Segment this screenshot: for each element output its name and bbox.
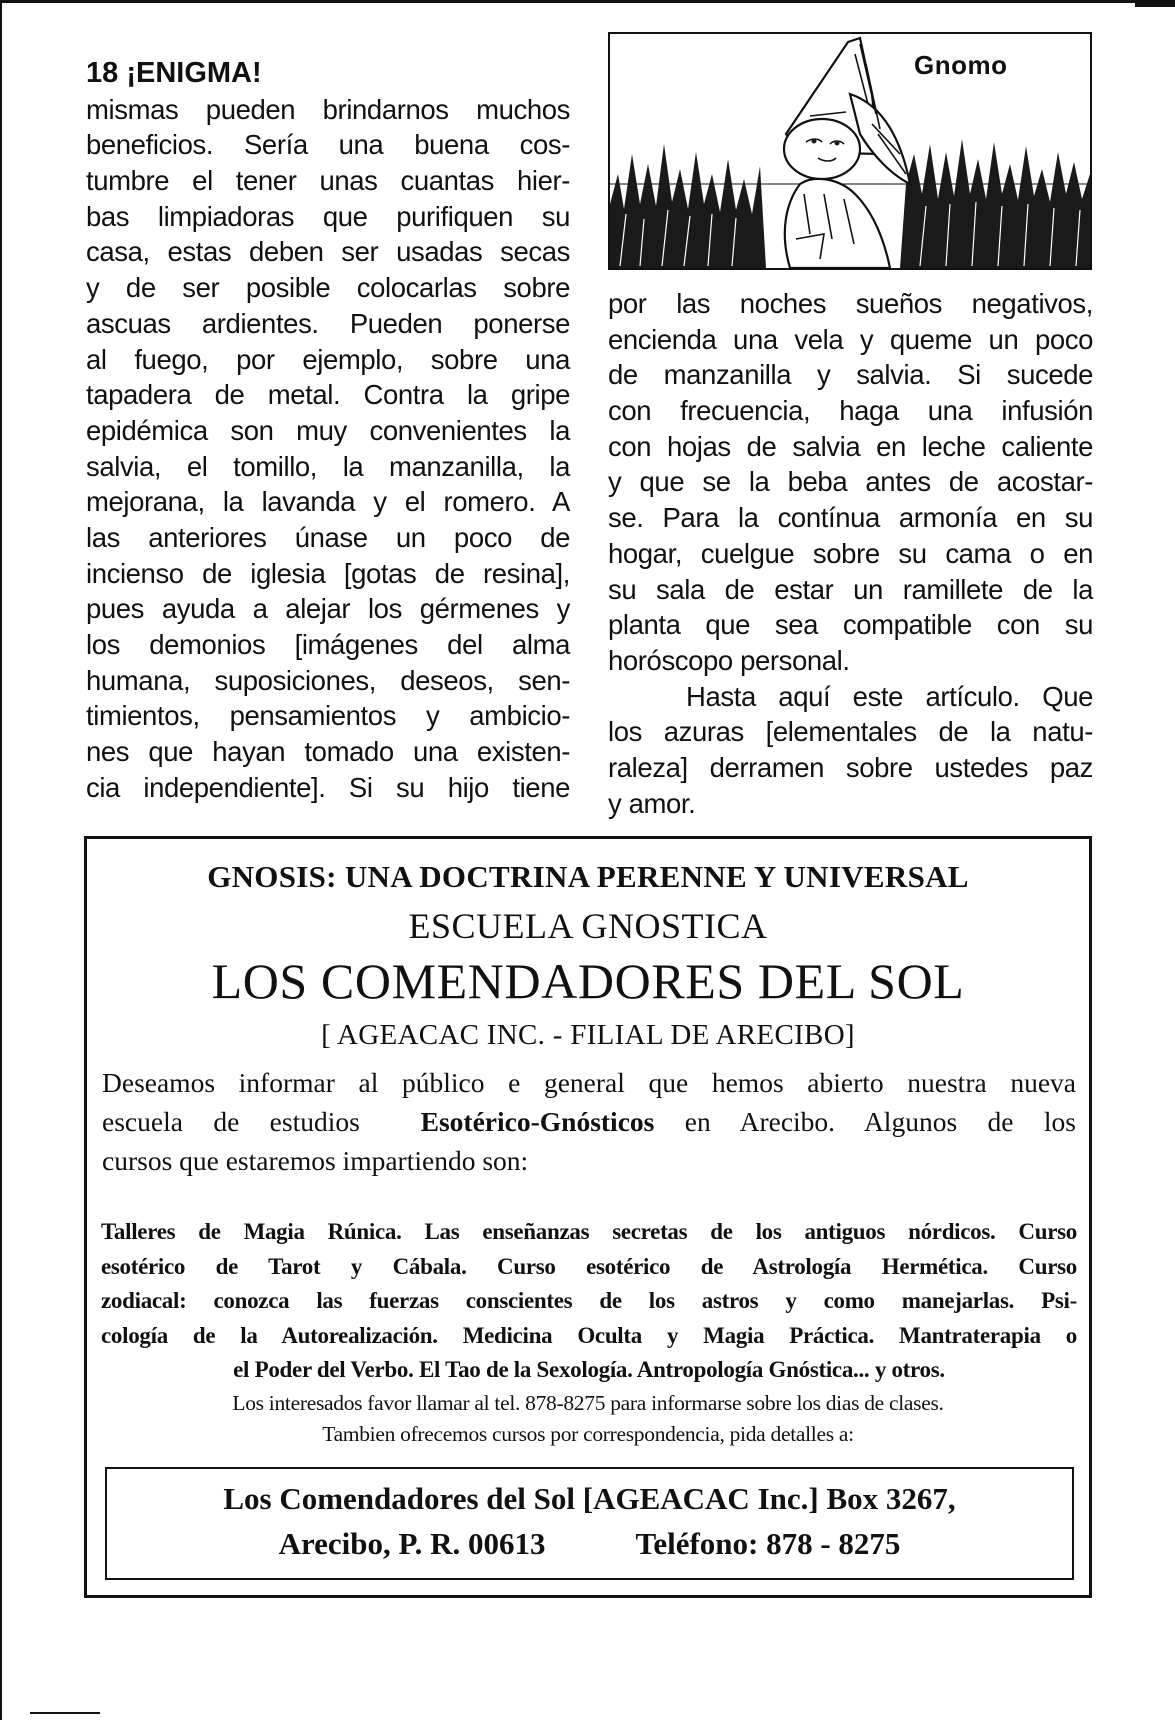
article-line: incienso de iglesia [gotas de resina], xyxy=(86,557,570,589)
article-line: los azuras [elementales de la natu- xyxy=(608,716,1093,748)
advertisement-box xyxy=(84,836,1092,1598)
article-line: beneficios. Sería una buena cos- xyxy=(86,129,570,161)
article-line: se. Para la contínua armonía en su xyxy=(608,502,1093,534)
ad-heading-doctrine: GNOSIS: UNA DOCTRINA PERENNE Y UNIVERSAL xyxy=(207,859,969,894)
ad-correspondence-note: Tambien ofrecemos cursos por correspondencia, pida detalles a: xyxy=(322,1422,854,1446)
article-line: tapadera de metal. Contra la gripe xyxy=(86,379,570,411)
ad-intro-emphasis: Esotérico-Gnósticos xyxy=(420,1106,655,1137)
ad-heading-school: ESCUELA GNOSTICA xyxy=(408,906,768,946)
article-line: mismas pueden brindarnos muchos xyxy=(86,93,570,125)
article-line: con hojas de salvia en leche caliente xyxy=(608,430,1093,462)
ad-heading-name: LOS COMENDADORES DEL SOL xyxy=(211,953,965,1009)
article-line: planta que sea compatible con su xyxy=(608,609,1093,641)
article-line: nes que hayan tomado una existen- xyxy=(86,736,570,768)
article-line: con frecuencia, haga una infusión xyxy=(608,395,1093,427)
ad-course-list xyxy=(101,1215,1077,1388)
article-line: cia independiente]. Si su hijo tiene xyxy=(86,771,570,803)
article-line: humana, suposiciones, deseos, sen- xyxy=(86,664,570,696)
course-line: zodiacal: conozca las fuerzas conscientes de los astros y como manejarlas. Psi- xyxy=(101,1288,1077,1313)
article-line: salvia, el tomillo, la manzanilla, la xyxy=(86,450,570,482)
article-line: raleza] derramen sobre ustedes paz xyxy=(608,751,1093,783)
article-line: al fuego, por ejemplo, sobre una xyxy=(86,343,570,375)
figure-caption: Gnomo xyxy=(914,50,1008,80)
course-line: esotérico de Tarot y Cábala. Curso esotérico de Astrología Hermética. Curso xyxy=(101,1253,1077,1279)
ad-intro-line: Deseamos informar al público e general que hemos abierto nuestra nueva xyxy=(102,1067,1076,1098)
address-phone: Teléfono: 878 - 8275 xyxy=(635,1526,901,1561)
ad-intro-text: escuela de estudios xyxy=(102,1106,360,1137)
ad-heading-branch: [ AGEACAC INC. - FILIAL DE ARECIBO] xyxy=(321,1019,855,1051)
page-left-rule xyxy=(0,0,2,1720)
address-city-phone xyxy=(107,1526,1072,1562)
article-line: encienda una vela y queme un poco xyxy=(608,323,1093,355)
article-line: tumbre el tener unas cuantas hier- xyxy=(86,165,570,197)
page-header: 18 ¡ENIGMA! xyxy=(86,57,262,89)
article-left-column xyxy=(86,56,570,805)
ad-intro-line xyxy=(102,1102,1076,1141)
address-city: Arecibo, P. R. 00613 xyxy=(278,1526,546,1561)
page-bottom-mark xyxy=(30,1712,100,1714)
article-line: y que se la beba antes de acostar- xyxy=(608,466,1093,498)
article-line: y de ser posible colocarlas sobre xyxy=(86,272,570,304)
page-top-rule xyxy=(0,0,1175,3)
article-line: epidémica son muy convenientes la xyxy=(86,414,570,446)
article-line: mejorana, la lavanda y el romero. A xyxy=(86,486,570,518)
article-line: por las noches sueños negativos, xyxy=(608,288,1093,319)
article-line: su sala de estar un ramillete de la xyxy=(608,573,1093,605)
gnome-illustration xyxy=(608,32,1092,270)
article-line: de manzanilla y salvia. Si sucede xyxy=(608,359,1093,391)
article-right-column xyxy=(608,286,1093,821)
article-line: hogar, cuelgue sobre su cama o en xyxy=(608,537,1093,569)
article-line: timientos, pensamientos y ambicio- xyxy=(86,700,570,732)
article-line: pues ayuda a alejar los gérmenes y xyxy=(86,593,570,625)
article-line: bas limpiadoras que purifiquen su xyxy=(86,200,570,232)
course-line: cología de la Autorealización. Medicina Oculta y Magia Práctica. Mantraterapia o xyxy=(101,1322,1077,1348)
ad-intro xyxy=(102,1063,1076,1180)
page-top-rule-edge xyxy=(1135,2,1175,7)
address-line: Los Comendadores del Sol [AGEACAC Inc.] Box 3267, xyxy=(223,1481,956,1516)
ad-contact-note: Los interesados favor llamar al tel. 878-8275 para informarse sobre los dias de clases. xyxy=(232,1391,944,1415)
article-line: ascuas ardientes. Pueden ponerse xyxy=(86,307,570,339)
article-line: los demonios [imágenes del alma xyxy=(86,629,570,660)
course-line: el Poder del Verbo. El Tao de la Sexología. Antropología Gnóstica... y otros. xyxy=(233,1357,945,1382)
course-line: Talleres de Magia Rúnica. Las enseñanzas secretas de los antiguos nórdicos. Curso xyxy=(101,1219,1077,1244)
article-line: casa, estas deben ser usadas secas xyxy=(86,236,570,268)
ad-intro-line: cursos que estaremos impartiendo son: xyxy=(102,1145,529,1176)
article-line: las anteriores únase un poco de xyxy=(86,521,570,553)
article-line: y amor. xyxy=(608,787,696,819)
gnome-drawing xyxy=(610,34,1090,268)
ad-intro-text: en Arecibo. Algunos de los xyxy=(684,1106,1076,1137)
article-line: horóscopo personal. xyxy=(608,644,850,676)
address-box xyxy=(105,1467,1074,1580)
article-line: Hasta aquí este artículo. Que xyxy=(686,680,1093,712)
